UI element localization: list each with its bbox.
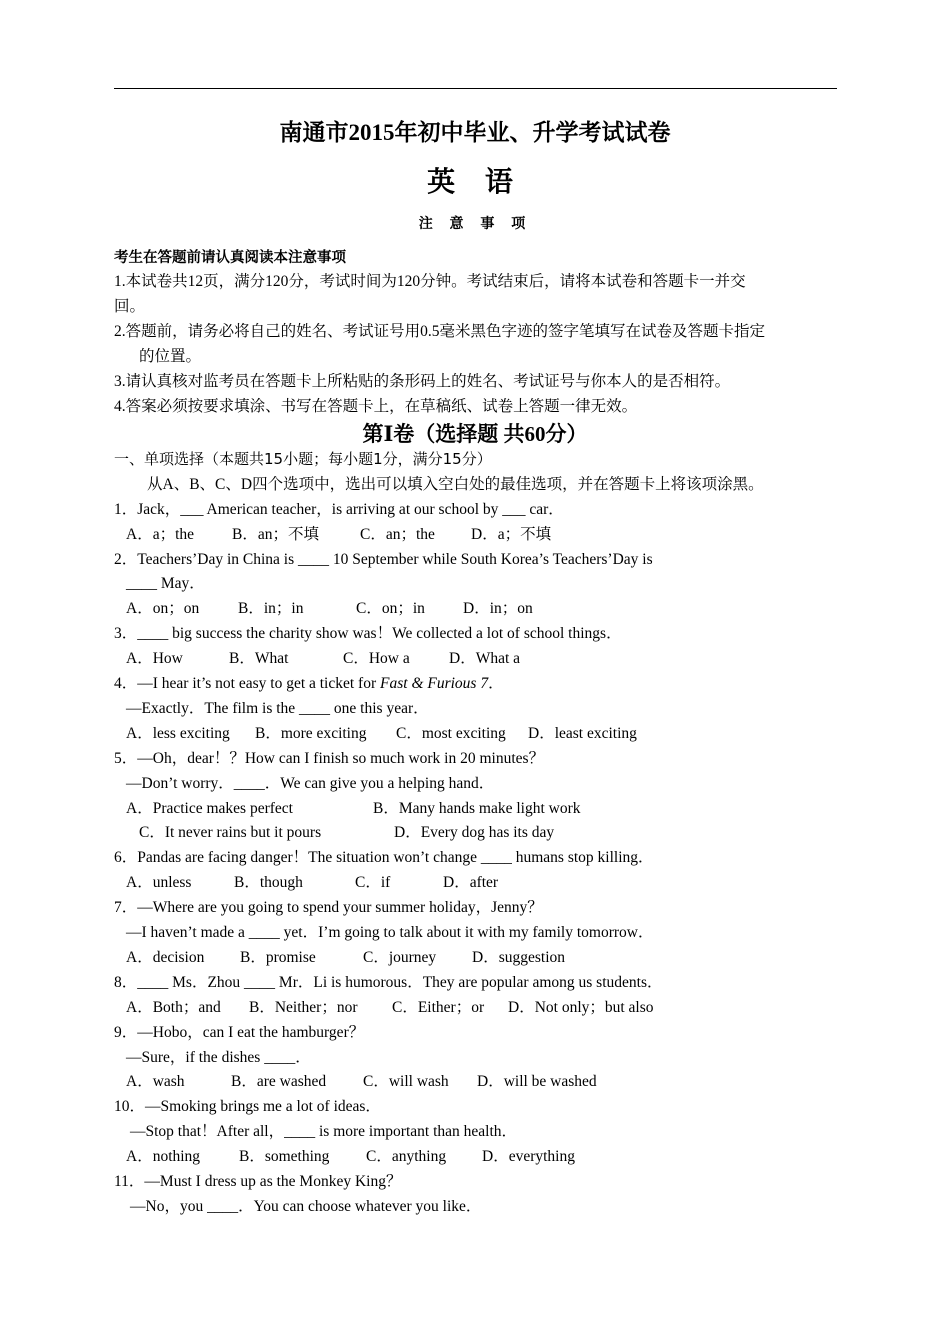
q10-option-d: D．everything (482, 1148, 575, 1165)
question-3: 3．____ big success the charity show was！We collected a lot of school things． (114, 625, 622, 642)
part-instruction: 从A、B、C、D四个选项中，选出可以填入空白处的最佳选项，并在答题卡上将该项涂黑。 (147, 476, 764, 493)
q6-option-a: A．unless (126, 874, 192, 891)
q1-option-a: A．a；the (126, 526, 195, 543)
q1-option-d: D．a；不填 (471, 526, 552, 543)
notice-item-1-cont: 回。 (114, 298, 146, 315)
q2-option-a: A．on；on (126, 600, 200, 617)
q7-option-a: A．decision (126, 949, 205, 966)
exam-title: 南通市2015年初中毕业、升学考试试卷 (279, 120, 671, 145)
q6-option-b: B．though (234, 874, 303, 891)
q3-option-b: B．What (229, 650, 289, 667)
q4-film-title: Fast & Furious 7 (380, 675, 489, 692)
q7-option-b: B．promise (240, 949, 316, 966)
q8-option-c: C．Either；or (392, 999, 485, 1016)
q2-option-d: D．in；on (463, 600, 533, 617)
q7-option-d: D．suggestion (472, 949, 566, 966)
q5-option-d: D．Every dog has its day (394, 824, 555, 841)
q1-option-b: B．an；不填 (232, 526, 319, 543)
question-2-cont: ____ May． (126, 575, 205, 592)
question-1: 1．Jack，___ American teacher，is arriving at our school by ___ car． (114, 501, 564, 518)
q1-option-c: C．an；the (360, 526, 435, 543)
section-title: 第Ⅰ卷（选择题 共60分） (362, 422, 588, 446)
question-8: 8．____ Ms．Zhou ____ Mr．Li is humorous．They are popular among us students． (114, 974, 663, 991)
question-5: 5．—Oh，dear！？How can I finish so much work in 20 minutes？ (114, 750, 545, 767)
question-11-cont: —No，you ____．You can choose whatever you like． (130, 1198, 482, 1215)
q2-option-b: B．in；in (238, 600, 304, 617)
notice-item-2: 2.答题前，请务必将自己的姓名、考试证号用0.5毫米黑色字迹的签字笔填写在试卷及答题卡指定 (114, 323, 766, 340)
q4-stem-post: ． (488, 675, 504, 692)
q10-option-c: C．anything (366, 1148, 447, 1165)
q5-option-c: C．It never rains but it pours (139, 824, 322, 841)
q8-option-a: A．Both；and (126, 999, 221, 1016)
question-9-cont: —Sure，if the dishes ____． (126, 1049, 311, 1066)
notice-item-4: 4.答案必须按要求填涂、书写在答题卡上，在草稿纸、试卷上答题一律无效。 (114, 398, 638, 415)
q5-option-b: B．Many hands make light work (373, 800, 581, 817)
notice-lead: 考生在答题前请认真阅读本注意事项 (114, 250, 346, 266)
q6-option-c: C．if (355, 874, 391, 891)
notice-item-1: 1.本试卷共12页，满分120分，考试时间为120分钟。考试结束后，请将本试卷和答题卡一并交 (114, 273, 746, 290)
q4-option-b: B．more exciting (255, 725, 367, 742)
q2-option-c: C．on；in (356, 600, 425, 617)
q4-option-c: C．most exciting (396, 725, 506, 742)
question-7: 7．—Where are you going to spend your summer holiday，Jenny？ (114, 899, 543, 916)
question-5-cont: —Don’t worry．____．We can give you a helping hand． (126, 775, 495, 792)
question-11: 11．—Must I dress up as the Monkey King？ (114, 1173, 402, 1190)
q6-option-d: D．after (443, 874, 499, 891)
q9-option-a: A．wash (126, 1073, 185, 1090)
notice-title: 注 意 事 项 (418, 216, 532, 232)
q4-option-a: A．less exciting (126, 725, 230, 742)
question-10-cont: —Stop that！After all，____ is more important than health． (130, 1123, 518, 1140)
q10-option-b: B．something (239, 1148, 330, 1165)
q7-option-c: C．journey (363, 949, 437, 966)
question-9: 9．—Hobo，can I eat the hamburger？ (114, 1024, 365, 1041)
question-4 (114, 674, 504, 694)
question-2: 2．Teachers’Day in China is ____ 10 September while South Korea’s Teachers’Day is (114, 551, 653, 568)
q9-option-b: B．are washed (231, 1073, 327, 1090)
q3-option-d: D．What a (449, 650, 521, 667)
question-6: 6．Pandas are facing danger！The situation won’t change ____ humans stop killing． (114, 849, 654, 866)
notice-item-2-cont: 的位置。 (139, 348, 202, 365)
question-10: 10．—Smoking brings me a lot of ideas． (114, 1098, 381, 1115)
q9-option-d: D．will be washed (477, 1073, 597, 1090)
header-rule (114, 88, 837, 89)
q8-option-b: B．Neither；nor (249, 999, 358, 1016)
subject-title: 英 语 (427, 165, 523, 198)
q5-option-a: A．Practice makes perfect (126, 800, 293, 817)
q4-option-d: D．least exciting (528, 725, 637, 742)
q4-stem-pre: 4．—I hear it’s not easy to get a ticket for (114, 675, 381, 692)
q10-option-a: A．nothing (126, 1148, 201, 1165)
q3-option-a: A．How (126, 650, 183, 667)
question-7-cont: —I haven’t made a ____ yet．I’m going to talk about it with my family tomorrow． (126, 924, 654, 941)
q8-option-d: D．Not only；but also (508, 999, 654, 1016)
notice-item-3: 3.请认真核对监考员在答题卡上所粘贴的条形码上的姓名、考试证号与你本人的是否相符。 (114, 373, 731, 390)
part-title: 一、单项选择（本题共15小题；每小题1分，满分15分） (114, 450, 492, 468)
q9-option-c: C．will wash (363, 1073, 449, 1090)
question-4-cont: —Exactly．The film is the ____ one this year． (126, 700, 429, 717)
q3-option-c: C．How a (343, 650, 410, 667)
